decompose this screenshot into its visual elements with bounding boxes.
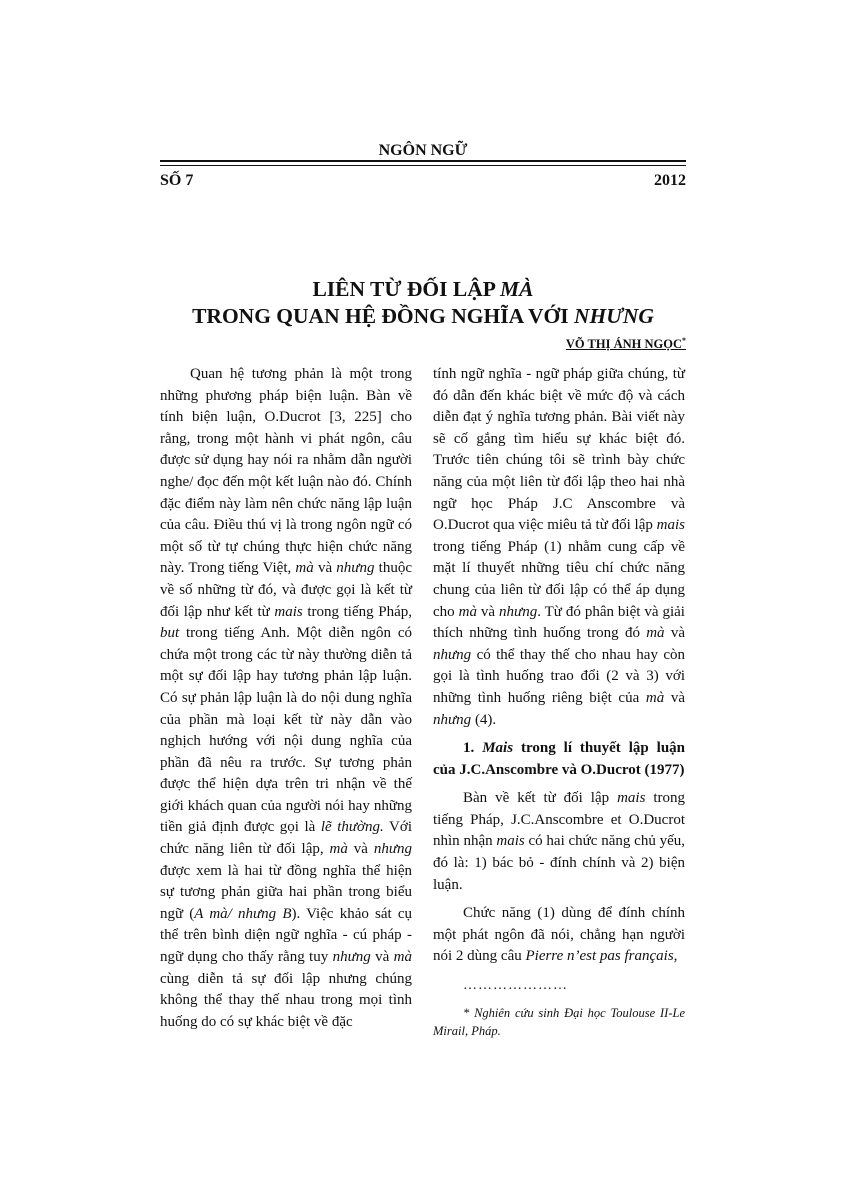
header-rule-thin <box>160 165 686 166</box>
article-title <box>160 276 686 330</box>
body-paragraph: tính ngữ nghĩa - ngữ pháp giữa chúng, từ đó dẫn đến khác biệt về mức độ và cách diễn đạt ý nghĩa tương phản. Bài viết này sẽ cố gắng tìm hiểu sự khác biệt đó. Trước tiên chúng tôi sẽ trình bày chức năng của một liên từ đối lập theo hai nhà ngữ học Pháp J.C Anscombre và O.Ducrot qua việc miêu tả từ đối lập mais trong tiếng Pháp (1) nhằm cung cấp về mặt lí thuyết những tiêu chí chức năng chung của liên từ đối lập có thể áp dụng cho mà và nhưng. Từ đó phân biệt và giải thích những tình huống trong đó mà và nhưng có thể thay thế cho nhau hay còn gọi là tình huống trao đổi (2 và 3) với những tình huống riêng biệt của mà và nhưng (4). <box>433 366 685 728</box>
left-column <box>160 364 412 1040</box>
journal-name: NGÔN NGỮ <box>378 142 468 159</box>
header-rule-thick <box>160 160 686 162</box>
issue-year: 2012 <box>654 172 686 189</box>
title-line-1: LIÊN TỪ ĐỐI LẬP MÀ <box>312 277 534 301</box>
body-paragraph: Bàn về kết từ đối lập mais trong tiếng Pháp, J.C.Anscombre et O.Ducrot nhìn nhận mais có hai chức năng chủ yếu, đó là: 1) bác bỏ - đính chính và 2) biện luận. <box>433 790 686 893</box>
body-paragraph: Quan hệ tương phản là một trong những phương pháp biện luận. Bàn về tính biện luận, O.Ducrot [3, 225] cho rằng, trong một hành vi phát ngôn, câu được sử dụng hay nói ra nhằm dẫn người nghe/ đọc đến một kết luận nào đó. Chính đặc điểm này làm nên chức năng lập luận của câu. Điều thú vị là trong ngôn ngữ có một số từ tự chúng thực hiện chức năng này. Trong tiếng Việt, mà và nhưng thuộc về số những từ đó, và được gọi là kết từ đối lập như kết từ mais trong tiếng Pháp, but trong tiếng Anh. Một diễn ngôn có chứa một trong các từ này thường diễn tả một sự đối lập hay tương phản lập luận. Có sự phản lập luận là do nội dung nghĩa của phần mà loại kết từ này dẫn vào nghịch hướng với nội dung nghĩa của phần đã nêu ra trước. Sự tương phản được thể hiện dựa trên tri nhận về thế giới khách quan của người nói hay những tiền giả định được gọi là lẽ thường. Với chức năng liên từ đối lập, mà và nhưng được xem là hai từ đồng nghĩa thể hiện sự tương phản giữa hai phần trong biểu ngữ (A mà/ nhưng B). Việc khảo sát cụ thể trên bình diện ngữ nghĩa - cú pháp - ngữ dụng cho thấy rằng tuy nhưng và mà cùng diễn tả sự đối lập nhưng chúng không thể thay thế nhau trong mọi tình huống do có sự khác biệt về đặc <box>160 366 412 1030</box>
author-name: VÕ THỊ ÁNH NGỌC* <box>565 336 686 352</box>
section-heading: 1. Mais trong lí thuyết lập luận của J.C.Anscombre và O.Ducrot (1977) <box>433 740 686 778</box>
footnote: * Nghiên cứu sinh Đại học Toulouse II-Le Mirail, Pháp. <box>433 1005 685 1038</box>
issue-number: SỐ 7 <box>160 172 194 189</box>
title-line-2: TRONG QUAN HỆ ĐỒNG NGHĨA VỚI NHƯNG <box>192 304 654 328</box>
right-column <box>433 364 685 1047</box>
footnote-separator: ………………… <box>463 978 568 994</box>
body-paragraph: Chức năng (1) dùng để đính chính một phát ngôn đã nói, chẳng hạn người nói 2 dùng câu Pierre n’est pas français, <box>433 905 685 965</box>
